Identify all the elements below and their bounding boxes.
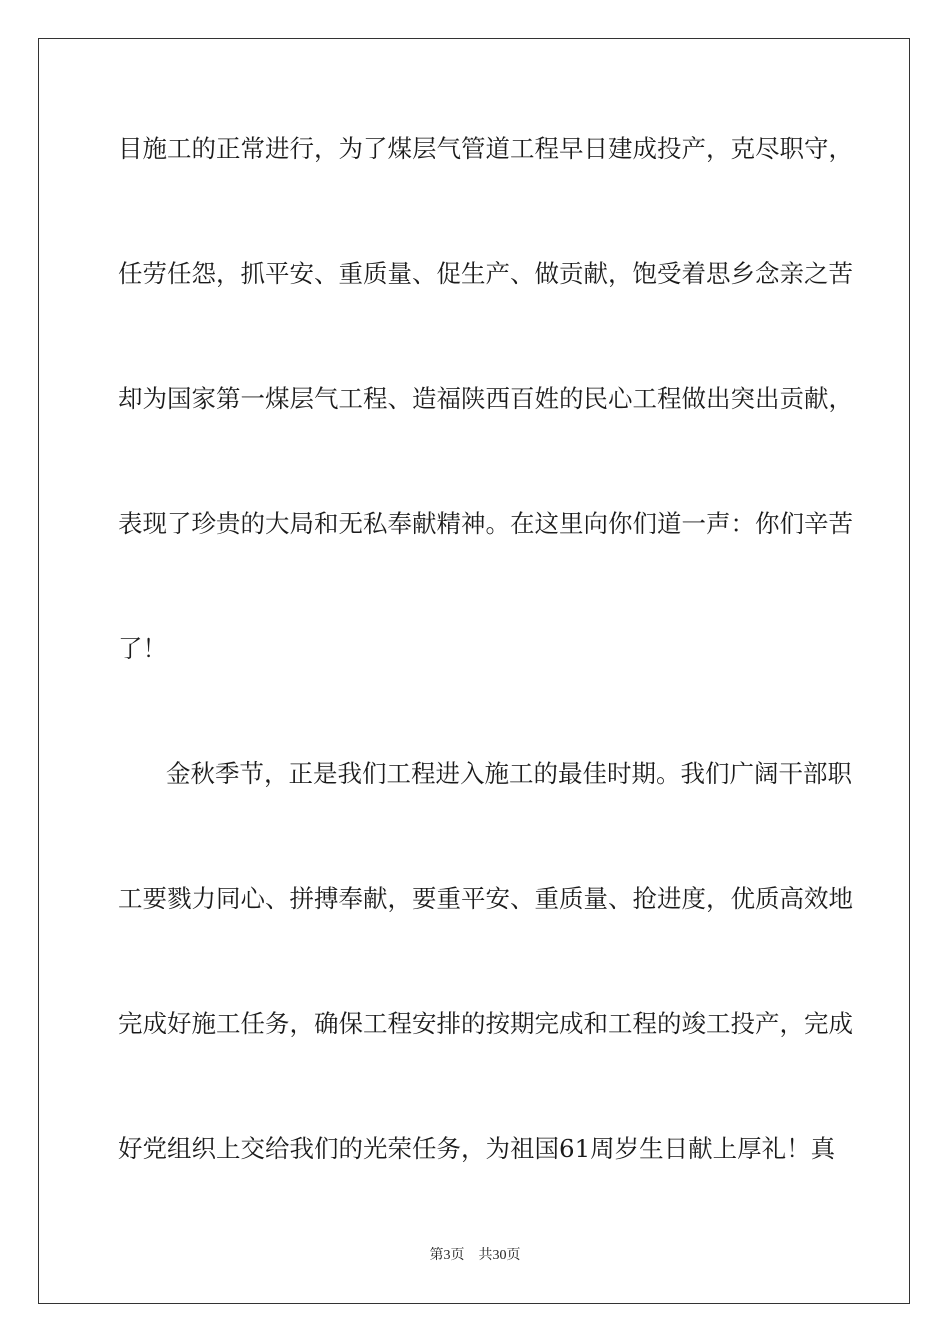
body-line-4: 表现了珍贵的大局和无私奉献精神。在这里向你们道一声：你们辛苦	[118, 509, 853, 538]
footer-current-page: 第3页	[429, 1248, 465, 1263]
body-line-8: 完成好施工任务，确保工程安排的按期完成和工程的竣工投产，完成	[118, 1009, 853, 1038]
page-border	[38, 38, 910, 1304]
body-line-3: 却为国家第一煤层气工程、造福陕西百姓的民心工程做出突出贡献，	[118, 384, 853, 413]
body-line-2: 任劳任怨，抓平安、重质量、促生产、做贡献，饱受着思乡念亲之苦	[118, 259, 853, 288]
body-line-9: 好党组织上交给我们的光荣任务，为祖国61周岁生日献上厚礼！真	[118, 1134, 836, 1163]
page-footer	[0, 1246, 950, 1266]
body-line-7: 工要戮力同心、拼搏奉献，要重平安、重质量、抢进度，优质高效地	[118, 884, 853, 913]
body-line-5: 了！	[118, 634, 167, 663]
body-line-6: 金秋季节，正是我们工程进入施工的最佳时期。我们广阔干部职	[166, 759, 852, 788]
footer-total-pages: 共30页	[478, 1248, 521, 1263]
body-line-1: 目施工的正常进行，为了煤层气管道工程早日建成投产，克尽职守，	[118, 134, 853, 163]
